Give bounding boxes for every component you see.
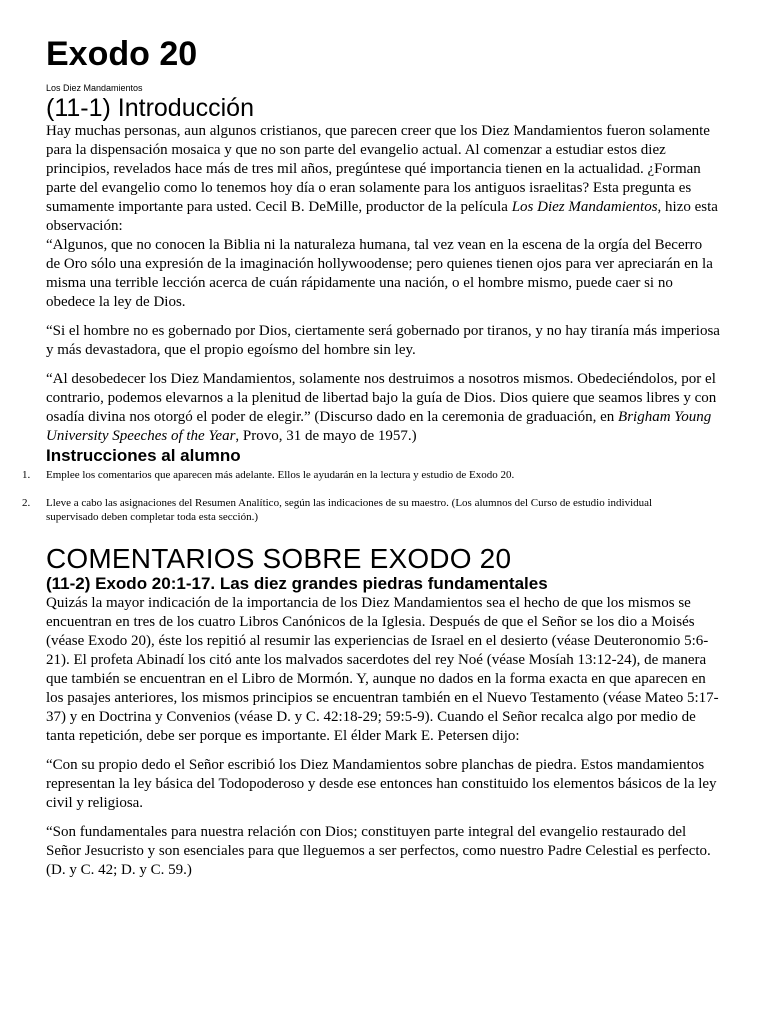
comments-paragraph-1: Quizás la mayor indicación de la importancia de los Diez Mandamientos sea el hecho de que los mismos se encuentran en tres de los cuatro Libros Canónicos de la Iglesia. Después de que el Señor se los dio a Moisés (véase Exodo 20), éste los repitió al resumir las experiencias de Israel en el desierto (véase Deuteronomio 5:6-21). El profeta Abinadí los citó ante los malvados sacerdotes del rey Noé (véase Mosíah 13:12-24), de manera que también se encuentran en el Libro de Mormón. Y, aunque no dados en la forma exacta en que aparecen en los pasajes anteriores, los mismos principios se encuentran también en el Nuevo Testamento (véase Mateo 5:17-37) y en Doctrina y Convenios (véase D. y C. 42:18-29; 59:5-9). Cuando el Señor recalca algo por medio de tanta repetición, debe ser porque es importante. El élder Mark E. Petersen dijo: [46,595,719,744]
list-item-number: 1. [22,469,31,481]
instructions-list [22,468,768,524]
intro-p1-text-a: Hay muchas personas, aun algunos cristianos, que parecen creer que los Diez Mandamientos fueron solamente para la dispensación mosaica y que no son parte del evangelio actual. Al comenzar a estudiar estos diez principios, revelados hace más de tres mil años, pregúntese qué importancia tienen en la actualidad. ¿Forman parte del evangelio como lo tenemos hoy día o eran solamente para los antiguos israelitas? Esta pregunta es sumamente importante para usted. Cecil B. DeMille, productor de la película [46,123,710,215]
intro-heading: (11-1) Introducción [46,94,254,122]
list-item-text: Emplee los comentarios que aparecen más adelante. Ellos le ayudarán en la lectura y estudio de Exodo 20. [46,469,515,481]
comments-paragraph-2: “Con su propio dedo el Señor escribió los Diez Mandamientos sobre planchas de piedra. Estos mandamientos representan la ley básica del Todopoderoso y desde ese entonces han constituido los elementos básicos de la ley civil y religiosa. [46,757,717,811]
intro-p3-text-a: “Al desobedecer los Diez Mandamientos, solamente nos destruimos a nosotros mismos. Obedeciéndolos, por el contrario, podemos elevarnos a la plenitud de libertad bajo la guía de Dios. Dios quiere que seamos libres y con osadía divina nos otorgó el poder de elegir.” (Discurso dado en la ceremonia de graduación, en [46,371,717,425]
publication-title: Brigham Young University Speeches of the Year [46,409,712,444]
list-item-number: 2. [22,497,31,509]
film-title: Los Diez Mandamientos [511,199,658,215]
intro-paragraph-2: “Si el hombre no es gobernado por Dios, ciertamente será gobernado por tiranos, y no hay tiranía más imperiosa y más devastadora, que el propio egoísmo del hombre sin ley. [46,323,720,358]
intro-p1-quote: “Algunos, que no conocen la Biblia ni la naturaleza humana, tal vez vean en la escena de la orgía del Becerro de Oro sólo una expresión de la imaginación hollywoodense; pero quienes tienen ojos para ver apreciarán en la misma una terrible lección acerca de cuán rápidamente una nación, o el hombre mismo, puede caer si no obedece la ley de Dios. [46,237,713,310]
comments-subheading: (11-2) Exodo 20:1-17. Las diez grandes piedras fundamentales [46,574,548,593]
intro-p1-text-b: , hizo esta observación: [46,199,718,234]
comments-paragraph-3: “Son fundamentales para nuestra relación con Dios; constituyen parte integral del evangelio restaurado del Señor Jesucristo y son esenciales para que lleguemos a ser perfectos, como nuestro Padre Celestial es perfecto. (D. y C. 42; D. y C. 59.) [46,824,711,878]
list-item [22,468,700,482]
comments-heading: COMENTARIOS SOBRE EXODO 20 [46,543,512,574]
list-item [22,496,700,524]
intro-p3-text-b: , Provo, 31 de mayo de 1957.) [235,428,417,444]
intro-paragraph-3 [46,370,720,446]
instructions-heading: Instrucciones al alumno [46,446,241,465]
intro-paragraph-1 [46,122,720,312]
page-subtitle: Los Diez Mandamientos [46,83,143,93]
page-title: Exodo 20 [46,35,198,73]
list-item-text: Lleve a cabo las asignaciones del Resumen Analítico, según las indicaciones de su maestro. (Los alumnos del Curso de estudio individual supervisado deben completar toda esta sección.) [46,497,653,523]
